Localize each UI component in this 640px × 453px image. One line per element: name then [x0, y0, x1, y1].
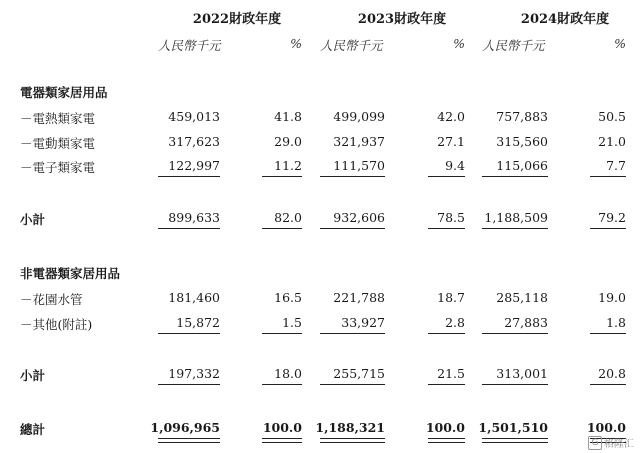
- rule-line: [320, 333, 385, 334]
- rule-line: [158, 438, 220, 439]
- amount-cell: 321,937: [333, 134, 385, 149]
- rule-line: [428, 176, 465, 177]
- percent-unit-label: %: [614, 36, 626, 51]
- amount-cell: 197,332: [168, 366, 220, 381]
- amount-cell: 1,501,510: [478, 420, 548, 435]
- percent-cell: 42.0: [437, 109, 465, 124]
- percent-cell: 2.8: [445, 315, 465, 330]
- section-title: 電器類家居用品: [20, 85, 108, 100]
- percent-cell: 18.7: [437, 290, 465, 305]
- amount-cell: 459,013: [168, 109, 220, 124]
- percent-cell: 20.8: [598, 366, 626, 381]
- section-title: 非電器類家居用品: [20, 266, 121, 281]
- rule-line: [482, 384, 548, 385]
- percent-cell: 82.0: [274, 210, 302, 225]
- rule-line: [262, 228, 302, 229]
- rule-line: [482, 228, 548, 229]
- amount-cell: 899,633: [168, 210, 220, 225]
- rule-line: [158, 442, 220, 443]
- year-header: 2022財政年度: [192, 12, 282, 27]
- percent-cell: 41.8: [274, 109, 302, 124]
- rule-line: [158, 176, 220, 177]
- amount-cell: 221,788: [333, 290, 385, 305]
- amount-cell: 33,927: [341, 315, 385, 330]
- percent-unit-label: %: [290, 36, 302, 51]
- rule-line: [158, 228, 220, 229]
- percent-cell: 7.7: [606, 158, 626, 173]
- watermark-text: 格隆汇: [604, 439, 634, 450]
- percent-cell: 29.0: [274, 134, 302, 149]
- amount-cell: 499,099: [333, 109, 385, 124]
- amount-cell: 757,883: [496, 109, 548, 124]
- total-label: 總計: [20, 422, 46, 437]
- row-label: －其他(附註): [20, 317, 93, 332]
- row-label: －花園水管: [20, 292, 83, 307]
- rule-line: [262, 333, 302, 334]
- rule-line: [428, 384, 465, 385]
- percent-unit-label: %: [453, 36, 465, 51]
- rule-line: [158, 333, 220, 334]
- percent-cell: 21.5: [437, 366, 465, 381]
- rule-line: [320, 438, 385, 439]
- rule-line: [320, 176, 385, 177]
- amount-cell: 317,623: [168, 134, 220, 149]
- rule-line: [428, 438, 465, 439]
- amount-cell: 111,570: [333, 158, 385, 173]
- rule-line: [428, 442, 465, 443]
- amount-cell: 255,715: [333, 366, 385, 381]
- amount-cell: 15,872: [176, 315, 220, 330]
- watermark: [588, 435, 634, 450]
- percent-cell: 79.2: [598, 210, 626, 225]
- rule-line: [482, 176, 548, 177]
- amount-cell: 932,606: [333, 210, 385, 225]
- rule-line: [590, 228, 626, 229]
- rule-line: [428, 333, 465, 334]
- percent-cell: 27.1: [437, 134, 465, 149]
- percent-cell: 9.4: [445, 158, 465, 173]
- rule-line: [482, 438, 548, 439]
- g-logo-icon: G: [588, 436, 602, 450]
- amount-cell: 1,188,509: [484, 210, 548, 225]
- rule-line: [590, 333, 626, 334]
- percent-cell: 11.2: [274, 158, 302, 173]
- percent-cell: 78.5: [437, 210, 465, 225]
- rule-line: [262, 384, 302, 385]
- rule-line: [590, 384, 626, 385]
- percent-cell: 100.0: [262, 420, 302, 435]
- year-header: 2023財政年度: [357, 12, 447, 27]
- amount-cell: 122,997: [168, 158, 220, 173]
- rule-line: [158, 384, 220, 385]
- amount-cell: 315,560: [496, 134, 548, 149]
- amount-cell: 27,883: [504, 315, 548, 330]
- percent-cell: 16.5: [274, 290, 302, 305]
- percent-cell: 100.0: [425, 420, 465, 435]
- amount-unit-label: 人民幣千元: [320, 38, 383, 53]
- rule-line: [320, 384, 385, 385]
- subtotal-label: 小計: [20, 212, 46, 227]
- row-label: －電熱類家電: [20, 111, 96, 126]
- percent-cell: 21.0: [598, 134, 626, 149]
- percent-cell: 19.0: [598, 290, 626, 305]
- amount-cell: 313,001: [496, 366, 548, 381]
- percent-cell: 100.0: [586, 420, 626, 435]
- subtotal-label: 小計: [20, 368, 46, 383]
- rule-line: [262, 442, 302, 443]
- amount-unit-label: 人民幣千元: [158, 38, 221, 53]
- rule-line: [482, 333, 548, 334]
- year-header: 2024財政年度: [520, 12, 610, 27]
- amount-cell: 285,118: [496, 290, 548, 305]
- rule-line: [262, 438, 302, 439]
- amount-cell: 1,096,965: [150, 420, 220, 435]
- rule-line: [320, 442, 385, 443]
- amount-cell: 181,460: [168, 290, 220, 305]
- rule-line: [262, 176, 302, 177]
- percent-cell: 18.0: [274, 366, 302, 381]
- rule-line: [482, 442, 548, 443]
- amount-cell: 1,188,321: [315, 420, 385, 435]
- percent-cell: 1.5: [282, 315, 302, 330]
- rule-line: [428, 228, 465, 229]
- percent-cell: 1.8: [606, 315, 626, 330]
- row-label: －電動類家電: [20, 136, 96, 151]
- rule-line: [590, 176, 626, 177]
- percent-cell: 50.5: [598, 109, 626, 124]
- amount-cell: 115,066: [496, 158, 548, 173]
- amount-unit-label: 人民幣千元: [482, 38, 545, 53]
- row-label: －電子類家電: [20, 160, 96, 175]
- rule-line: [320, 228, 385, 229]
